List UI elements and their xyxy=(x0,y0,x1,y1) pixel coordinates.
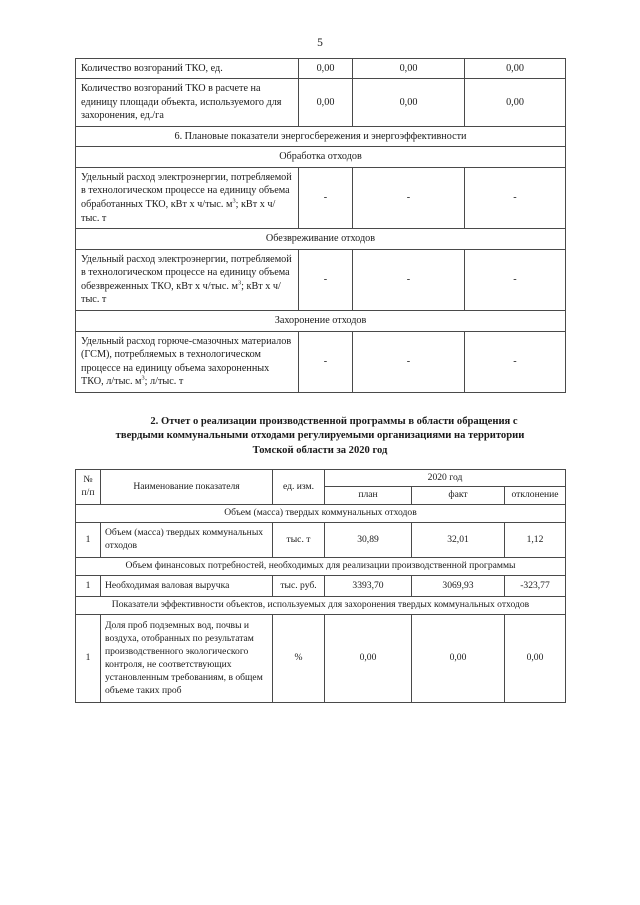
row-value: 0,00 xyxy=(299,58,353,79)
section-band-row xyxy=(76,126,566,147)
row-label: Доля проб подземных вод, почвы и воздуха, отобранных по результатам производственного экологического контроля, не соответствующих установленным требованиям, в общем объеме таких проб xyxy=(101,615,273,703)
section-band-row xyxy=(76,505,566,523)
row-label-text-a: Удельный расход электроэнергии, потребляемой в технологическом процессе на единицу объема обработанных ТКО, кВт х ч/тыс. м xyxy=(81,171,292,210)
table-row xyxy=(76,523,566,558)
row-value: 0,00 xyxy=(465,79,566,127)
row-value: - xyxy=(299,249,353,310)
superscript: 3 xyxy=(232,197,236,205)
energy-indicators-table xyxy=(75,58,566,393)
column-header-fact: факт xyxy=(412,487,505,505)
section-band-label: Объем (масса) твердых коммунальных отходов xyxy=(76,505,566,523)
section-band-label: Объем финансовых потребностей, необходимых для реализации производственной программы xyxy=(76,557,566,575)
row-value: - xyxy=(353,167,465,228)
column-header-unit: ед. изм. xyxy=(273,469,325,505)
row-label: Количество возгораний ТКО в расчете на единицу площади объекта, используемого для захоронения, ед./га xyxy=(76,79,299,127)
table-row xyxy=(76,615,566,703)
column-header-year: 2020 год xyxy=(325,469,566,487)
section-band-row xyxy=(76,147,566,168)
table-row xyxy=(76,167,566,228)
section-2-number: 2. xyxy=(150,415,159,427)
row-deviation-value: 1,12 xyxy=(505,523,566,558)
row-value: - xyxy=(299,331,353,392)
column-header-number xyxy=(76,469,101,505)
row-plan-value: 30,89 xyxy=(325,523,412,558)
row-label xyxy=(76,167,299,228)
row-number: 1 xyxy=(76,575,101,597)
row-label xyxy=(76,249,299,310)
row-label-text-b: ; л/тыс. т xyxy=(144,376,184,388)
section-band-row xyxy=(76,229,566,250)
section-2-heading-line3: Томской области за 2020 год xyxy=(252,444,388,456)
row-label: Объем (масса) твердых коммунальных отходов xyxy=(101,523,273,558)
table-row xyxy=(76,249,566,310)
section-band-row xyxy=(76,310,566,331)
superscript: 3 xyxy=(237,279,242,287)
production-program-report-table-body xyxy=(76,469,566,703)
section-band-label: Обработка отходов xyxy=(76,147,566,168)
row-fact-value: 32,01 xyxy=(412,523,505,558)
table-row xyxy=(76,58,566,79)
superscript: 3 xyxy=(141,374,145,382)
row-value: 0,00 xyxy=(299,79,353,127)
row-value: - xyxy=(465,167,566,228)
section-band-row xyxy=(76,597,566,615)
row-value: - xyxy=(353,249,465,310)
row-value: 0,00 xyxy=(353,79,465,127)
table-row xyxy=(76,331,566,392)
row-unit: тыс. т xyxy=(273,523,325,558)
row-label-text-b: ; кВт х ч/тыс. т xyxy=(81,280,281,306)
row-label-text-a: Удельный расход горюче-смазочных материалов (ГСМ), потребляемых в технологическом процессе на единицу объема захороненных ТКО, л/тыс. м xyxy=(81,335,292,388)
section-band-label: Обезвреживание отходов xyxy=(76,229,566,250)
row-unit: % xyxy=(273,615,325,703)
energy-indicators-table-body xyxy=(76,58,566,392)
table-row xyxy=(76,79,566,127)
column-header-deviation: отклонение xyxy=(505,487,566,505)
row-number: 1 xyxy=(76,615,101,703)
row-number: 1 xyxy=(76,523,101,558)
row-fact-value: 0,00 xyxy=(412,615,505,703)
section-band-row xyxy=(76,557,566,575)
page-number: 5 xyxy=(317,37,323,49)
production-program-report-table xyxy=(75,469,566,704)
section-band-label: Показатели эффективности объектов, используемых для захоронения твердых коммунальных отходов xyxy=(76,597,566,615)
row-label xyxy=(76,331,299,392)
row-value: 0,00 xyxy=(465,58,566,79)
row-label-text-a: Удельный расход электроэнергии, потребляемой в технологическом процессе на единицу объема обезвреженных ТКО, кВт х ч/тыс. м xyxy=(81,253,292,292)
row-fact-value: 3069,93 xyxy=(412,575,505,597)
row-unit: тыс. руб. xyxy=(273,575,325,597)
row-label-text-b: ; кВт х ч/тыс. т xyxy=(81,199,276,224)
table-row xyxy=(76,575,566,597)
row-label: Количество возгораний ТКО, ед. xyxy=(76,58,299,79)
row-value: - xyxy=(353,331,465,392)
section-2-heading-line1: Отчет о реализации производственной программы в области обращения с xyxy=(160,415,518,427)
row-value: - xyxy=(465,249,566,310)
row-value: - xyxy=(299,167,353,228)
row-value: - xyxy=(465,331,566,392)
row-plan-value: 0,00 xyxy=(325,615,412,703)
row-plan-value: 3393,70 xyxy=(325,575,412,597)
column-header-number-line1: № xyxy=(83,474,93,486)
row-label: Необходимая валовая выручка xyxy=(101,575,273,597)
column-header-name: Наименование показателя xyxy=(101,469,273,505)
section-band-label: Захоронение отходов xyxy=(76,310,566,331)
column-header-number-line2: п/п xyxy=(81,486,95,498)
row-deviation-value: 0,00 xyxy=(505,615,566,703)
section-band-label: 6. Плановые показатели энергосбережения и энергоэффективности xyxy=(76,126,566,147)
section-2-heading-line2: твердыми коммунальными отходами регулируемыми организациями на территории xyxy=(115,430,525,442)
section-2-heading xyxy=(75,393,565,469)
table-header-row xyxy=(76,469,566,487)
row-deviation-value: -323,77 xyxy=(505,575,566,597)
column-header-plan: план xyxy=(325,487,412,505)
row-value: 0,00 xyxy=(353,58,465,79)
